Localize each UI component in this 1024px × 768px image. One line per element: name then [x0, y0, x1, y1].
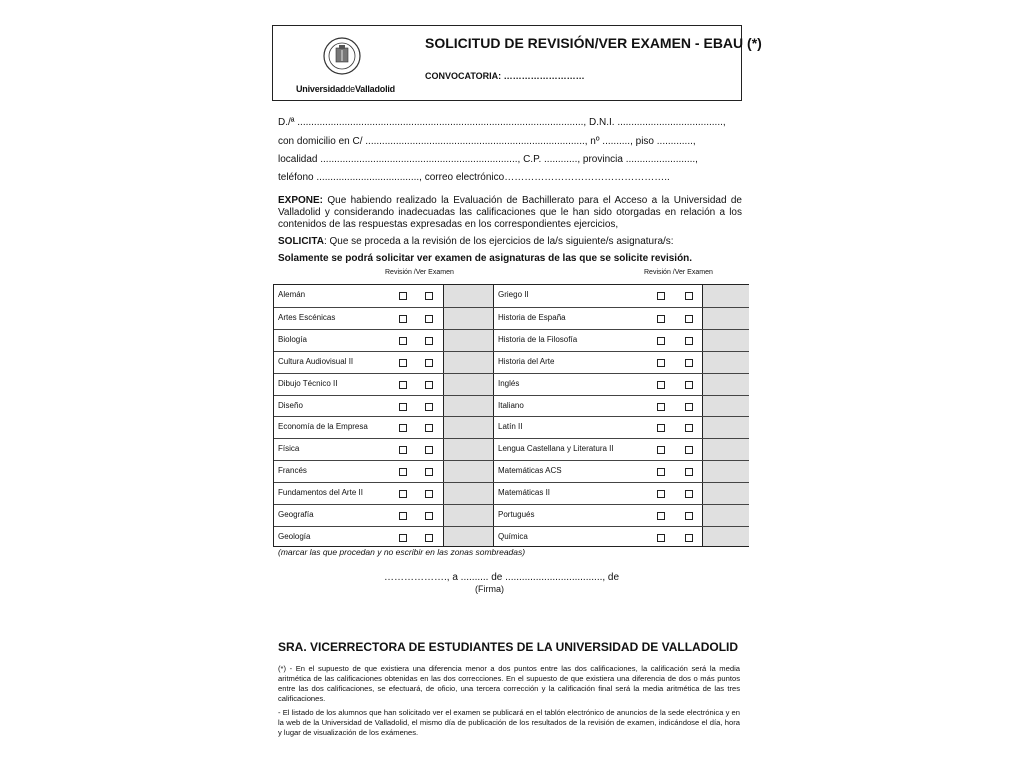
revision-checkbox[interactable]: [399, 315, 407, 323]
ver-examen-checkbox[interactable]: [425, 512, 433, 520]
footnote-correction: (*) - En el supuesto de que existiera una diferencia menor a dos puntos entre las dos calificaciones, la calificación será la media aritmética de las calificaciones obtenidas en las dos correcciones. En el supuesto de que existiera una diferencia de dos o más puntos entre las dos calificaciones, se efectuará, de oficio, una tercera corrección y la calificación final será la media aritmética de las tres calificaciones.: [278, 664, 740, 703]
subject-label: Latín II: [498, 422, 523, 432]
subject-label: Italiano: [498, 400, 524, 410]
subject-label: Artes Escénicas: [278, 312, 336, 322]
subject-label: Francés: [278, 466, 307, 476]
subject-row: [494, 395, 749, 417]
revision-checkbox[interactable]: [399, 292, 407, 300]
subject-label: Historia del Arte: [498, 356, 555, 366]
ver-examen-checkbox[interactable]: [685, 337, 693, 345]
revision-checkbox[interactable]: [399, 512, 407, 520]
subject-row: [494, 285, 749, 307]
column-header-left: Revisión /Ver Examen: [385, 269, 454, 276]
subject-label: Lengua Castellana y Literatura II: [498, 444, 614, 454]
revision-checkbox[interactable]: [399, 337, 407, 345]
subject-label: Geografía: [278, 510, 314, 519]
subject-label: Griego II: [498, 290, 529, 299]
subject-row: [274, 504, 494, 526]
university-seal-icon: [322, 36, 362, 76]
convocatoria-field[interactable]: CONVOCATORIA: ………………………: [425, 71, 585, 81]
subject-row: [274, 395, 494, 417]
subject-label: Matemáticas II: [498, 488, 551, 498]
subject-row: [274, 416, 494, 438]
ver-examen-checkbox[interactable]: [685, 359, 693, 367]
solicita-paragraph: SOLICITA: Que se proceda a la revisión de los ejercicios de la/s siguiente/s asignatura/s:: [278, 236, 674, 247]
column-header-right: Revisión /Ver Examen: [644, 269, 713, 276]
ver-examen-checkbox[interactable]: [685, 292, 693, 300]
revision-checkbox[interactable]: [657, 468, 665, 476]
subject-label: Portugués: [498, 510, 535, 519]
form-title: SOLICITUD DE REVISIÓN/VER EXAMEN - EBAU (*): [425, 35, 762, 51]
subject-label: Matemáticas ACS: [498, 466, 562, 476]
subject-row: [274, 482, 494, 504]
table-note: (marcar las que procedan y no escribir en las zonas sombreadas): [278, 547, 526, 557]
subject-label: Alemán: [278, 290, 306, 299]
only-review-note: Solamente se podrá solicitar ver examen de asignaturas de las que se solicite revisión.: [278, 253, 693, 264]
subject-row: [274, 307, 494, 329]
revision-checkbox[interactable]: [657, 359, 665, 367]
revision-checkbox[interactable]: [399, 424, 407, 432]
signature-label: (Firma): [475, 584, 504, 594]
revision-checkbox[interactable]: [657, 424, 665, 432]
subject-row: [494, 526, 749, 548]
ver-examen-checkbox[interactable]: [685, 315, 693, 323]
revision-checkbox[interactable]: [399, 534, 407, 542]
ver-examen-checkbox[interactable]: [685, 424, 693, 432]
revision-checkbox[interactable]: [657, 403, 665, 411]
university-name: UniversidaddeValladolid: [296, 84, 395, 94]
ver-examen-checkbox[interactable]: [425, 424, 433, 432]
ver-examen-checkbox[interactable]: [425, 315, 433, 323]
ver-examen-checkbox[interactable]: [425, 337, 433, 345]
subject-label: Historia de la Filosofía: [498, 334, 578, 344]
subject-label: Física: [278, 444, 300, 454]
subject-row: [494, 438, 749, 460]
revision-checkbox[interactable]: [657, 490, 665, 498]
subject-label: Geología: [278, 531, 311, 541]
ver-examen-checkbox[interactable]: [425, 403, 433, 411]
subjects-right-column: [494, 285, 749, 546]
subject-row: [274, 373, 494, 395]
revision-checkbox[interactable]: [399, 403, 407, 411]
address-line[interactable]: con domicilio en C/ ..............................................................................., nº .........., piso .............,: [278, 136, 696, 147]
revision-checkbox[interactable]: [657, 446, 665, 454]
revision-checkbox[interactable]: [399, 490, 407, 498]
ver-examen-checkbox[interactable]: [685, 512, 693, 520]
locality-line[interactable]: localidad ......................................................................., C.P. ............, provincia .........................,: [278, 154, 698, 165]
ver-examen-checkbox[interactable]: [425, 490, 433, 498]
date-line[interactable]: ………………., a .......... de ..................................., de: [384, 572, 620, 583]
ver-examen-checkbox[interactable]: [425, 534, 433, 542]
revision-checkbox[interactable]: [657, 292, 665, 300]
subject-row: [274, 460, 494, 482]
footnote-listing: - El listado de los alumnos que han solicitado ver el examen se publicará en el tablón electrónico de anuncios de la sede electrónica y en la web de la Universidad de Valladolid, el mismo día de publicación de los resultados de la revisión de examen, indicándose el día, hora y lugar de visualización de los exámenes.: [278, 708, 740, 737]
subjects-table: [273, 284, 749, 547]
subject-row: [494, 351, 749, 373]
subject-row: [274, 526, 494, 548]
subject-row: [274, 285, 494, 307]
subject-label: Economía de la Empresa: [278, 422, 368, 432]
ver-examen-checkbox[interactable]: [685, 403, 693, 411]
ver-examen-checkbox[interactable]: [425, 468, 433, 476]
subject-row: [494, 482, 749, 504]
ver-examen-checkbox[interactable]: [685, 381, 693, 389]
subject-label: Diseño: [278, 400, 303, 410]
subject-label: Historia de España: [498, 312, 566, 322]
subject-row: [274, 438, 494, 460]
subject-row: [274, 351, 494, 373]
revision-checkbox[interactable]: [399, 446, 407, 454]
revision-checkbox[interactable]: [399, 468, 407, 476]
ver-examen-checkbox[interactable]: [685, 490, 693, 498]
name-dni-line[interactable]: D./ª ......................................................................................................., D.N.I. ......................................,: [278, 117, 726, 128]
revision-checkbox[interactable]: [657, 315, 665, 323]
revision-checkbox[interactable]: [657, 381, 665, 389]
subject-label: Cultura Audiovisual II: [278, 356, 354, 366]
subject-label: Biología: [278, 334, 307, 344]
revision-checkbox[interactable]: [657, 534, 665, 542]
subject-label: Inglés: [498, 378, 520, 388]
ver-examen-checkbox[interactable]: [425, 292, 433, 300]
subject-label: Química: [498, 531, 528, 541]
expone-paragraph: EXPONE: Que habiendo realizado la Evaluación de Bachillerato para el Acceso a la Universidad de Valladolid y considerando inadecuadas las calificaciones que le han sido otorgadas en relación a los contenidos de las respuestas expresadas en los correspondientes ejercicios,: [278, 195, 742, 230]
subject-row: [494, 504, 749, 526]
subject-row: [494, 329, 749, 351]
ver-examen-checkbox[interactable]: [685, 534, 693, 542]
addressee: SRA. VICERRECTORA DE ESTUDIANTES DE LA UNIVERSIDAD DE VALLADOLID: [278, 640, 739, 654]
revision-checkbox[interactable]: [657, 512, 665, 520]
revision-checkbox[interactable]: [657, 337, 665, 345]
ver-examen-checkbox[interactable]: [685, 468, 693, 476]
ver-examen-checkbox[interactable]: [425, 359, 433, 367]
subjects-left-column: [274, 285, 494, 546]
ver-examen-checkbox[interactable]: [425, 446, 433, 454]
subject-row: [274, 329, 494, 351]
subject-row: [494, 373, 749, 395]
subject-label: Dibujo Técnico II: [278, 378, 338, 388]
subject-label: Fundamentos del Arte II: [278, 488, 363, 498]
ver-examen-checkbox[interactable]: [425, 381, 433, 389]
contact-line[interactable]: teléfono ....................................., correo electrónico…………………………………………..: [278, 172, 670, 183]
revision-checkbox[interactable]: [399, 381, 407, 389]
subject-row: [494, 307, 749, 329]
revision-checkbox[interactable]: [399, 359, 407, 367]
subject-row: [494, 416, 749, 438]
subject-row: [494, 460, 749, 482]
ver-examen-checkbox[interactable]: [685, 446, 693, 454]
